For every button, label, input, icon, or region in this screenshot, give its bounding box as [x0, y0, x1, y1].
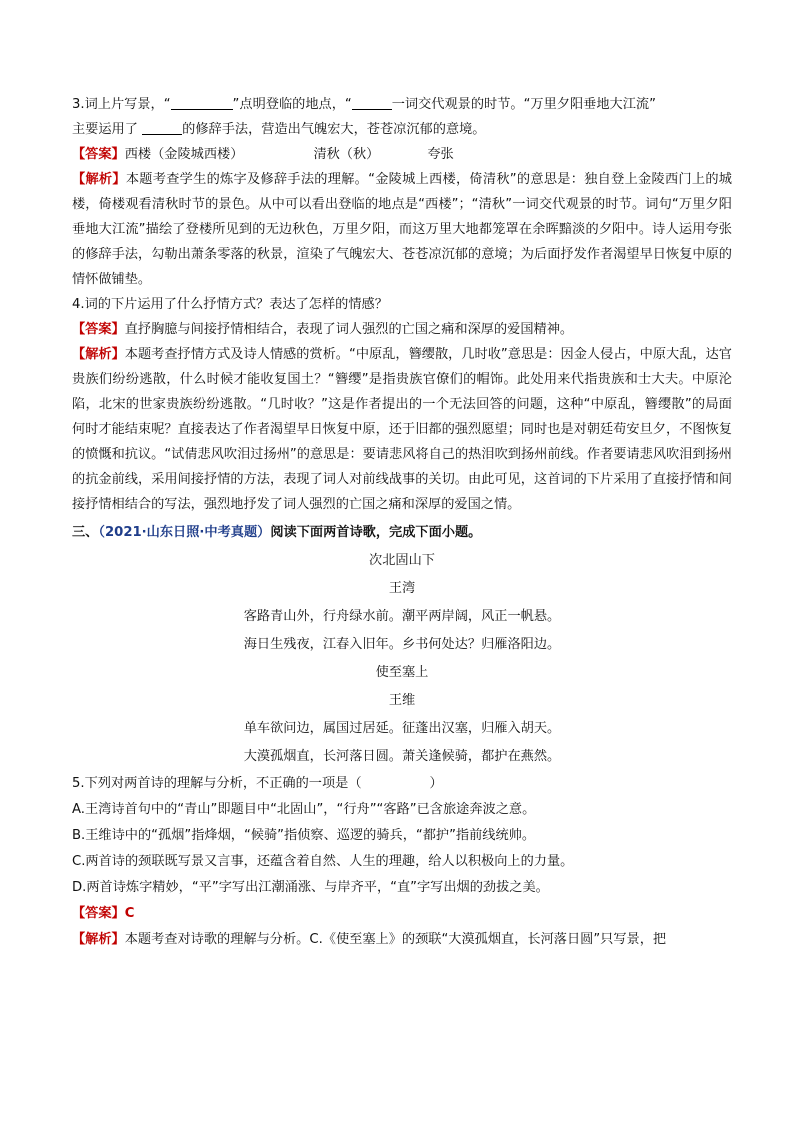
q5-stem: 5.下列对两首诗的理解与分析，不正确的一项是（ — [72, 776, 362, 791]
q3-analysis — [72, 167, 732, 292]
q3-answer-2: 清秋（秋） — [313, 147, 380, 162]
q5-option-a: A.王湾诗首句中的“青山”即题目中“北固山”，“行舟”“客路”已含旅途奔波之意。 — [72, 802, 536, 817]
question-3 — [72, 92, 732, 142]
q4-answer — [72, 317, 732, 342]
q3-blank-1 — [171, 95, 233, 110]
analysis-tag: 【解析】 — [72, 932, 125, 947]
q5-analysis-text: 本题考查对诗歌的理解与分析。C.《使至塞上》的颈联“大漠孤烟直，长河落日圆”只写景，把 — [124, 932, 667, 947]
question-5 — [72, 771, 732, 797]
q3-blank-3 — [142, 120, 182, 135]
q5-option-b: B.王维诗中的“孤烟”指烽烟，“候骑”指侦察、巡逻的骑兵，“都护”指前线统帅。 — [72, 828, 536, 843]
answer-tag: 【答案】 — [72, 906, 125, 921]
q3-text-2: ”点明登临的地点，“ — [232, 97, 352, 112]
q3-text-4: 主要运用了 — [72, 122, 143, 137]
poem2-author: 王维 — [388, 693, 416, 708]
q4-analysis — [72, 342, 732, 517]
section-number: 三、 — [72, 525, 99, 540]
poem1-title: 次北固山下 — [369, 553, 435, 568]
poem1-line-2: 海日生残夜，江春入旧年。乡书何处达？归雁洛阳边。 — [243, 637, 561, 652]
analysis-tag: 【解析】 — [72, 347, 125, 362]
q3-answer-3: 夸张 — [427, 147, 454, 162]
answer-tag: 【答案】 — [72, 147, 125, 162]
q5-stem-end: ） — [429, 776, 443, 791]
analysis-tag: 【解析】 — [72, 172, 126, 187]
q5-analysis — [72, 927, 732, 953]
q3-blank-2 — [352, 95, 392, 110]
section-source: （2021·山东日照·中考真题） — [98, 525, 271, 540]
poem2-title: 使至塞上 — [375, 665, 429, 680]
q3-text-1: 3.词上片写景，“ — [72, 97, 171, 112]
q3-answer-1: 西楼（金陵城西楼） — [124, 147, 244, 162]
q3-text-3: 一词交代观景的时节。“万里夕阳垂地大江流” — [391, 97, 656, 112]
document-page — [72, 92, 732, 953]
q4-analysis-text: 本题考查抒情方式及诗人情感的赏析。“中原乱，簪缨散，几时收”意思是：因金人侵占，中原大乱，达官贵族们纷纷逃散，什么时候才能收复国土？“簪缨”是指贵族官僚们的帽饰。此处用来代指贵族和士大夫。中原沦陷，北宋的世家贵族纷纷逃散。“几时收？”这是作者提出的一个无法回答的问题，这种“中原乱，簪缨散”的局面何时才能结束呢？直接表达了作者渴望早日恢复中原，还于旧都的强烈愿望；同时也是对朝廷苟安旦夕，不图恢复的愤慨和抗议。“试倩悲风吹泪过扬州”的意思是：要请悲风将自己的热泪吹到扬州前线。作者要请悲风吹泪到扬州的抗金前线，采用间接抒情的方法，表现了词人对前线战事的关切。由此可见，这首词的下片采用了直接抒情和间接抒情相结合的写法，强烈地抒发了词人强烈的亡国之痛和深厚的爱国之情。 — [72, 347, 732, 512]
poem2-line-1: 单车欲问边，属国过居延。征蓬出汉塞，归雁入胡天。 — [243, 721, 561, 736]
q5-answer — [72, 901, 732, 927]
q4-text: 4.词的下片运用了什么抒情方式？表达了怎样的情感？ — [72, 297, 388, 312]
q3-text-5: 的修辞手法，营造出气魄宏大，苍苍凉沉郁的意境。 — [182, 122, 486, 137]
q5-answer-text: C — [124, 906, 135, 921]
q4-answer-text: 直抒胸臆与间接抒情相结合，表现了词人强烈的亡国之痛和深厚的爱国精神。 — [124, 322, 574, 337]
question-4 — [72, 292, 732, 317]
answer-tag: 【答案】 — [72, 322, 125, 337]
q5-option-c: C.两首诗的颈联既写景又言事，还蕴含着自然、人生的理趣，给人以积极向上的力量。 — [72, 854, 574, 869]
q5-option-d: D.两首诗炼字精妙，“平”字写出江潮涌涨、与岸齐平，“直”字写出烟的劲拔之美。 — [72, 880, 549, 895]
poem2-line-2: 大漠孤烟直，长河落日圆。萧关逢候骑，都护在燕然。 — [243, 749, 561, 764]
q3-answer — [72, 142, 732, 167]
poem1-line-1: 客路青山外，行舟绿水前。潮平两岸阔，风正一帆悬。 — [243, 609, 561, 624]
section-instruction: 阅读下面两首诗歌，完成下面小题。 — [270, 525, 482, 540]
section-3-heading — [72, 519, 732, 547]
q3-analysis-text: 本题考查学生的炼字及修辞手法的理解。“金陵城上西楼，倚清秋”的意思是：独自登上金陵西门上的城楼，倚楼观看清秋时节的景色。从中可以看出登临的地点是“西楼”；“清秋”一词交代观景的时节。词句“万里夕阳垂地大江流”描绘了登楼所见到的无边秋色，万里夕阳，而这万里大地都笼罩在余晖黯淡的夕阳中。诗人运用夸张的修辞手法，勾勒出萧条零落的秋景，渲染了气魄宏大、苍苍凉沉郁的意境；为后面抒发作者渴望早日恢复中原的情怀做铺垫。 — [72, 172, 732, 287]
poem1-author: 王湾 — [388, 581, 416, 596]
